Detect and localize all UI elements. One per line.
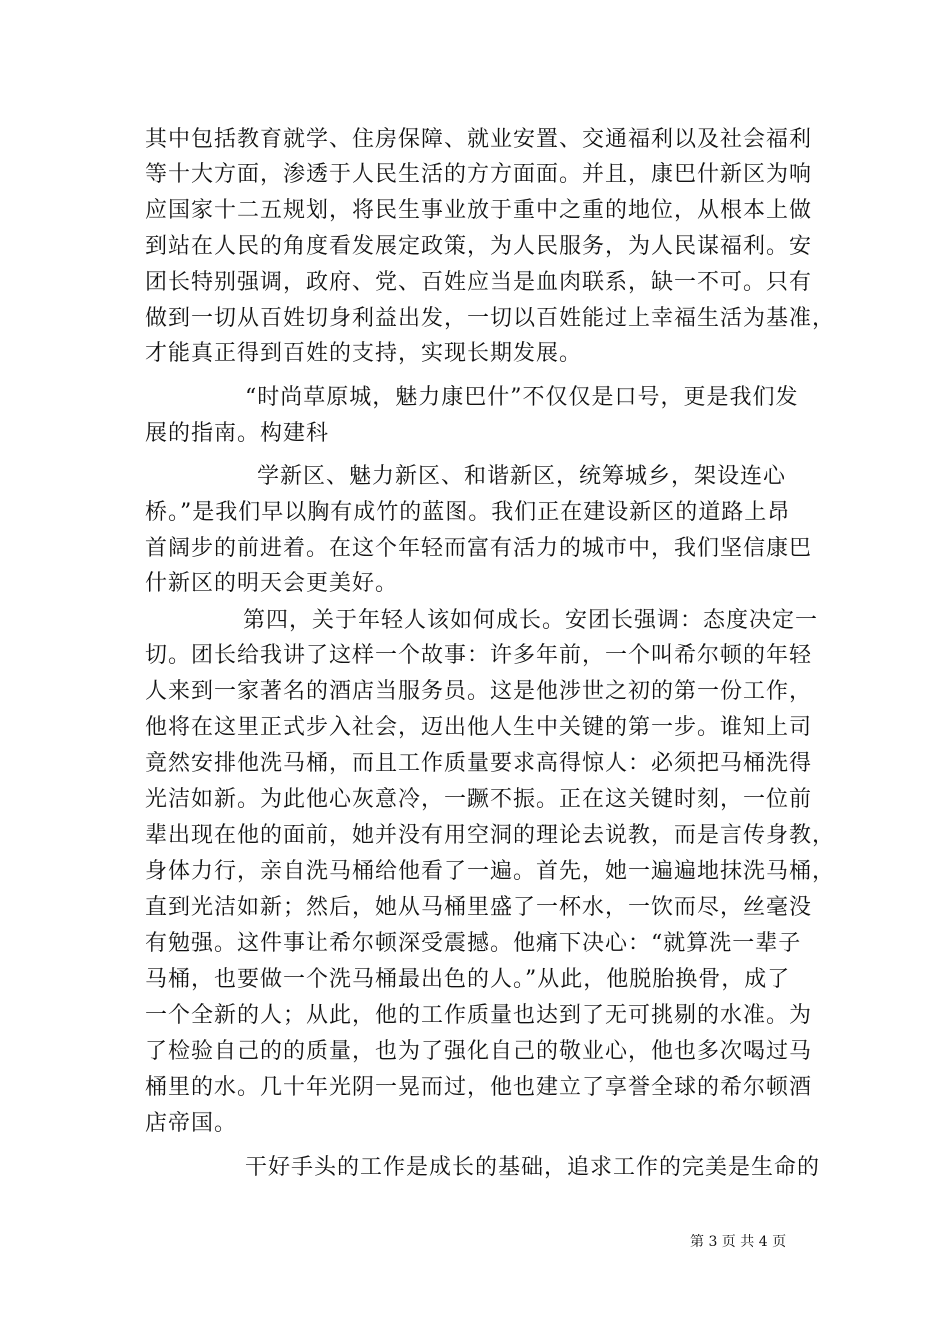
text-line: 其中包括教育就学、住房保障、就业安置、交通福利以及社会福利 [145, 127, 813, 152]
text-line: 等十大方面，渗透于人民生活的方方面面。并且，康巴什新区为响 [145, 162, 813, 187]
paragraph-start-line: “时尚草原城，魅力康巴什”不仅仅是口号，更是我们发 [245, 385, 799, 410]
text-line: 店帝国。 [145, 1111, 238, 1136]
paragraph-start-line: 学新区、魅力新区、和谐新区，统筹城乡，架设连心 [257, 464, 787, 489]
text-line: 马桶，也要做一个洗马桶最出色的人。”从此，他脱胎换骨，成了 [145, 967, 791, 992]
text-line: 做到一切从百姓切身利益出发，一切以百姓能过上幸福生活为基准， [145, 306, 836, 331]
paragraph-start-line: 第四，关于年轻人该如何成长。安团长强调：态度决定一 [243, 608, 819, 633]
text-line: 直到光洁如新；然后，她从马桶里盛了一杯水，一饮而尽，丝毫没 [145, 895, 813, 920]
text-line: 展的指南。构建科 [145, 421, 330, 446]
text-line: 人来到一家著名的酒店当服务员。这是他涉世之初的第一份工作， [145, 679, 813, 704]
paragraph-start-line: 干好手头的工作是成长的基础，追求工作的完美是生命的 [245, 1155, 821, 1180]
text-line: 桥。”是我们早以胸有成竹的蓝图。我们正在建设新区的道路上昂 [145, 500, 791, 525]
page-number: 第 3 页 共 4 页 [690, 1234, 787, 1250]
text-line: 桶里的水。几十年光阴一晃而过，他也建立了享誉全球的希尔顿酒 [145, 1075, 813, 1100]
text-line: 应国家十二五规划，将民生事业放于重中之重的地位，从根本上做 [145, 198, 813, 223]
text-line: 光洁如新。为此他心灰意冷，一蹶不振。正在这关键时刻，一位前 [145, 787, 813, 812]
text-line: 团长特别强调，政府、党、百姓应当是血肉联系，缺一不可。只有 [145, 270, 813, 295]
text-line: 身体力行，亲自洗马桶给他看了一遍。首先，她一遍遍地抹洗马桶， [145, 859, 836, 884]
text-line: 辈出现在他的面前，她并没有用空洞的理论去说教，而是言传身教， [145, 823, 836, 848]
text-line: 一个全新的人；从此，他的工作质量也达到了无可挑剔的水准。为 [145, 1003, 813, 1028]
text-line: 首阔步的前进着。在这个年轻而富有活力的城市中，我们坚信康巴 [145, 536, 813, 561]
text-line: 竟然安排他洗马桶，而且工作质量要求高得惊人：必须把马桶洗得 [145, 751, 813, 776]
text-line: 切。团长给我讲了这样一个故事：许多年前，一个叫希尔顿的年轻 [145, 643, 813, 668]
text-line: 到站在人民的角度看发展定政策，为人民服务，为人民谋福利。安 [145, 234, 813, 259]
text-line: 他将在这里正式步入社会，迈出他人生中关键的第一步。谁知上司 [145, 715, 813, 740]
text-line: 了检验自己的的质量，也为了强化自己的敬业心，他也多次喝过马 [145, 1039, 813, 1064]
text-line: 有勉强。这件事让希尔顿深受震撼。他痛下决心：“就算洗一辈子 [145, 931, 802, 956]
text-line: 什新区的明天会更美好。 [145, 571, 399, 596]
text-line: 才能真正得到百姓的支持，实现长期发展。 [145, 341, 583, 366]
